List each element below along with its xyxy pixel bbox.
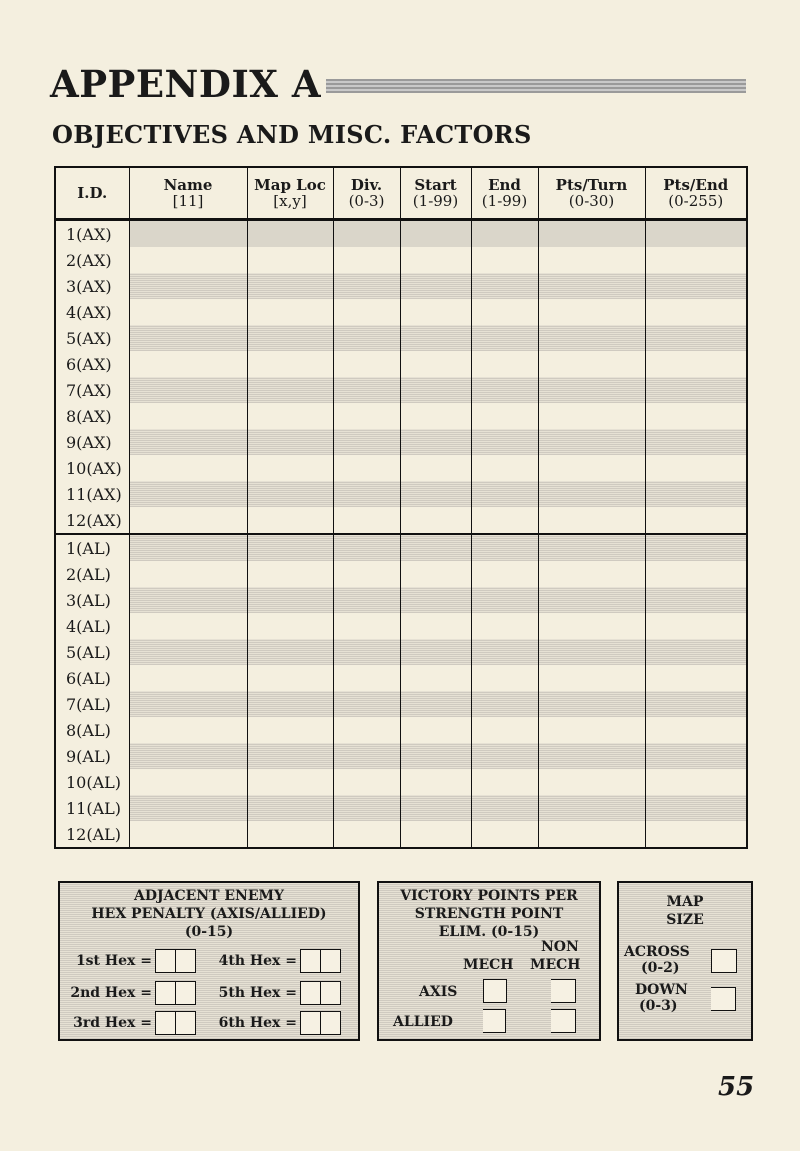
entry-cell[interactable] [129, 325, 247, 351]
column-name: Pts/End [663, 176, 729, 194]
entry-cell[interactable] [400, 403, 471, 429]
entry-cell[interactable] [129, 587, 247, 613]
entry-cell[interactable] [129, 299, 247, 325]
entry-cell[interactable] [400, 299, 471, 325]
table-row [55, 534, 747, 561]
entry-cell[interactable] [400, 325, 471, 351]
entry-cell[interactable] [471, 639, 538, 665]
row-id: 4(AX) [55, 299, 129, 325]
entry-cell[interactable] [645, 351, 747, 377]
entry-cell[interactable] [400, 743, 471, 769]
entry-cell[interactable] [538, 665, 645, 691]
row-id: 10(AL) [55, 769, 129, 795]
column-header [400, 167, 471, 220]
entry-cell[interactable] [471, 665, 538, 691]
across-input[interactable] [711, 949, 737, 973]
entry-cell[interactable] [247, 691, 333, 717]
entry-cell[interactable] [247, 325, 333, 351]
table-row [55, 429, 747, 455]
entry-cell[interactable] [400, 587, 471, 613]
allied-nonmech-input[interactable] [551, 1009, 576, 1033]
hex-axis-input[interactable] [300, 1011, 321, 1035]
table-row [55, 691, 747, 717]
entry-cell[interactable] [129, 220, 247, 248]
entry-cell[interactable] [471, 273, 538, 299]
row-id: 10(AX) [55, 455, 129, 481]
row-id: 3(AL) [55, 587, 129, 613]
column-range: (0-255) [668, 192, 724, 210]
entry-cell[interactable] [129, 717, 247, 743]
entry-cell[interactable] [400, 247, 471, 273]
entry-cell[interactable] [471, 220, 538, 248]
row-id: 12(AL) [55, 821, 129, 848]
entry-cell[interactable] [247, 273, 333, 299]
entry-cell[interactable] [129, 691, 247, 717]
entry-cell[interactable] [400, 769, 471, 795]
entry-cell[interactable] [333, 351, 400, 377]
entry-cell[interactable] [129, 639, 247, 665]
entry-cell[interactable] [471, 613, 538, 639]
column-header [645, 167, 747, 220]
entry-cell[interactable] [400, 507, 471, 534]
victory-title-2: STRENGTH POINT [414, 906, 564, 922]
entry-cell[interactable] [129, 481, 247, 507]
entry-cell[interactable] [538, 587, 645, 613]
row-id: 2(AL) [55, 561, 129, 587]
table-row [55, 455, 747, 481]
map-size-box [617, 881, 753, 1041]
hex-axis-input[interactable] [300, 949, 321, 973]
across-label: ACROSS [624, 944, 690, 960]
row-id: 3(AX) [55, 273, 129, 299]
entry-cell[interactable] [538, 769, 645, 795]
entry-cell[interactable] [645, 743, 747, 769]
entry-cell[interactable] [538, 455, 645, 481]
table-row [55, 665, 747, 691]
down-range: (0-3) [639, 998, 678, 1014]
entry-cell[interactable] [645, 299, 747, 325]
entry-cell[interactable] [400, 561, 471, 587]
entry-cell[interactable] [645, 220, 747, 248]
column-header [129, 167, 247, 220]
row-id: 11(AL) [55, 795, 129, 821]
entry-cell[interactable] [645, 665, 747, 691]
row-id: 1(AX) [55, 220, 129, 248]
entry-cell[interactable] [333, 429, 400, 455]
entry-cell[interactable] [645, 325, 747, 351]
mech-label: MECH [463, 957, 514, 973]
hex-penalty-title-3: (0-15) [184, 924, 234, 940]
hex-label: 1st Hex = [75, 953, 152, 969]
entry-cell[interactable] [400, 534, 471, 561]
column-range: (0-3) [348, 192, 385, 210]
entry-cell[interactable] [333, 821, 400, 848]
entry-cell[interactable] [645, 561, 747, 587]
entry-cell[interactable] [129, 377, 247, 403]
entry-cell[interactable] [538, 691, 645, 717]
table-row [55, 769, 747, 795]
entry-cell[interactable] [333, 691, 400, 717]
row-id: 9(AX) [55, 429, 129, 455]
hex-penalty-row [213, 949, 341, 973]
entry-cell[interactable] [129, 455, 247, 481]
column-header [471, 167, 538, 220]
table-row [55, 325, 747, 351]
entry-cell[interactable] [400, 821, 471, 848]
entry-cell[interactable] [538, 795, 645, 821]
column-name: Map Loc [254, 176, 326, 194]
entry-cell[interactable] [247, 639, 333, 665]
entry-cell[interactable] [129, 403, 247, 429]
table-body [55, 220, 747, 849]
entry-cell[interactable] [538, 507, 645, 534]
column-range: (0-30) [568, 192, 615, 210]
hex-label: 3rd Hex = [73, 1015, 152, 1031]
entry-cell[interactable] [333, 717, 400, 743]
column-range: [11] [172, 192, 204, 210]
hex-penalty-row [68, 981, 196, 1005]
table-row [55, 351, 747, 377]
entry-cell[interactable] [400, 691, 471, 717]
entry-cell[interactable] [645, 403, 747, 429]
entry-cell[interactable] [400, 429, 471, 455]
row-id: 8(AX) [55, 403, 129, 429]
column-name: Pts/Turn [555, 176, 628, 194]
entry-cell[interactable] [247, 403, 333, 429]
row-id: 6(AX) [55, 351, 129, 377]
entry-cell[interactable] [400, 717, 471, 743]
entry-cell[interactable] [129, 429, 247, 455]
hex-penalty-row [68, 949, 196, 973]
entry-cell[interactable] [400, 351, 471, 377]
table-row [55, 220, 747, 248]
column-header [538, 167, 645, 220]
hex-allied-input[interactable] [321, 1011, 341, 1035]
across-range: (0-2) [641, 960, 680, 976]
entry-cell[interactable] [247, 247, 333, 273]
entry-cell[interactable] [247, 795, 333, 821]
entry-cell[interactable] [645, 377, 747, 403]
victory-title-3: ELIM. (0-15) [438, 924, 540, 940]
hex-penalty-row [213, 1011, 341, 1035]
entry-cell[interactable] [247, 507, 333, 534]
entry-cell[interactable] [247, 534, 333, 561]
table-row [55, 795, 747, 821]
entry-cell[interactable] [333, 534, 400, 561]
entry-cell[interactable] [129, 534, 247, 561]
entry-cell[interactable] [538, 561, 645, 587]
column-header [247, 167, 333, 220]
entry-cell[interactable] [645, 821, 747, 848]
entry-cell[interactable] [129, 769, 247, 795]
hex-axis-input[interactable] [155, 949, 176, 973]
hex-penalty-row [213, 981, 341, 1005]
entry-cell[interactable] [471, 377, 538, 403]
entry-cell[interactable] [645, 455, 747, 481]
entry-cell[interactable] [538, 220, 645, 248]
column-range: [x,y] [273, 192, 307, 210]
entry-cell[interactable] [247, 769, 333, 795]
entry-cell[interactable] [645, 247, 747, 273]
table-row [55, 247, 747, 273]
map-title-1: MAP [666, 894, 704, 910]
entry-cell[interactable] [333, 613, 400, 639]
table-row [55, 639, 747, 665]
hex-axis-input[interactable] [300, 981, 321, 1005]
entry-cell[interactable] [333, 247, 400, 273]
entry-cell[interactable] [471, 247, 538, 273]
entry-cell[interactable] [645, 273, 747, 299]
entry-cell[interactable] [129, 507, 247, 534]
row-id: 2(AX) [55, 247, 129, 273]
entry-cell[interactable] [247, 220, 333, 248]
row-id: 8(AL) [55, 717, 129, 743]
entry-cell[interactable] [333, 587, 400, 613]
entry-cell[interactable] [247, 587, 333, 613]
entry-cell[interactable] [129, 743, 247, 769]
entry-cell[interactable] [538, 717, 645, 743]
column-name: End [488, 176, 521, 194]
table-row [55, 821, 747, 848]
row-id: 12(AX) [55, 507, 129, 534]
entry-cell[interactable] [247, 665, 333, 691]
table-header-row [55, 167, 747, 220]
entry-cell[interactable] [333, 273, 400, 299]
axis-mech-input[interactable] [483, 979, 507, 1003]
entry-cell[interactable] [400, 481, 471, 507]
hex-label: 2nd Hex = [70, 985, 152, 1001]
entry-cell[interactable] [247, 377, 333, 403]
hex-allied-input[interactable] [176, 1011, 196, 1035]
hex-allied-input[interactable] [321, 981, 341, 1005]
entry-cell[interactable] [333, 481, 400, 507]
entry-cell[interactable] [400, 455, 471, 481]
entry-cell[interactable] [247, 481, 333, 507]
entry-cell[interactable] [471, 769, 538, 795]
section-subtitle: OBJECTIVES AND MISC. FACTORS [52, 120, 532, 149]
entry-cell[interactable] [333, 769, 400, 795]
allied-mech-input[interactable] [483, 1009, 506, 1033]
entry-cell[interactable] [400, 613, 471, 639]
column-range: (1-99) [412, 192, 459, 210]
entry-cell[interactable] [645, 717, 747, 743]
victory-title-1: VICTORY POINTS PER [400, 888, 578, 904]
entry-cell[interactable] [538, 351, 645, 377]
entry-cell[interactable] [247, 613, 333, 639]
entry-cell[interactable] [538, 821, 645, 848]
entry-cell[interactable] [645, 587, 747, 613]
row-id: 9(AL) [55, 743, 129, 769]
entry-cell[interactable] [538, 481, 645, 507]
entry-cell[interactable] [247, 351, 333, 377]
title-rule [326, 79, 746, 93]
entry-cell[interactable] [333, 403, 400, 429]
entry-cell[interactable] [471, 481, 538, 507]
entry-cell[interactable] [645, 613, 747, 639]
entry-cell[interactable] [333, 639, 400, 665]
entry-cell[interactable] [333, 507, 400, 534]
entry-cell[interactable] [247, 299, 333, 325]
allied-label: ALLIED [393, 1014, 453, 1030]
table-row [55, 481, 747, 507]
entry-cell[interactable] [538, 613, 645, 639]
entry-cell[interactable] [538, 273, 645, 299]
row-id: 1(AL) [55, 534, 129, 561]
entry-cell[interactable] [645, 795, 747, 821]
entry-cell[interactable] [333, 325, 400, 351]
hex-label: 5th Hex = [218, 985, 297, 1001]
entry-cell[interactable] [471, 507, 538, 534]
entry-cell[interactable] [471, 795, 538, 821]
entry-cell[interactable] [333, 665, 400, 691]
table-row [55, 743, 747, 769]
entry-cell[interactable] [645, 769, 747, 795]
entry-cell[interactable] [129, 795, 247, 821]
hex-allied-input[interactable] [321, 949, 341, 973]
entry-cell[interactable] [538, 377, 645, 403]
entry-cell[interactable] [471, 821, 538, 848]
entry-cell[interactable] [247, 455, 333, 481]
entry-cell[interactable] [471, 691, 538, 717]
axis-nonmech-input[interactable] [551, 979, 576, 1003]
column-range: (1-99) [481, 192, 528, 210]
entry-cell[interactable] [538, 325, 645, 351]
hex-penalty-title-2: HEX PENALTY (AXIS/ALLIED) [91, 906, 327, 922]
row-id: 7(AX) [55, 377, 129, 403]
entry-cell[interactable] [538, 299, 645, 325]
table-row [55, 587, 747, 613]
entry-cell[interactable] [400, 273, 471, 299]
entry-cell[interactable] [471, 429, 538, 455]
page-number: 55 [718, 1072, 755, 1102]
entry-cell[interactable] [538, 403, 645, 429]
entry-cell[interactable] [333, 795, 400, 821]
table-row [55, 377, 747, 403]
down-label: DOWN [635, 982, 688, 998]
table-row [55, 403, 747, 429]
hex-allied-input[interactable] [176, 981, 196, 1005]
entry-cell[interactable] [400, 220, 471, 248]
appendix-title: APPENDIX A [50, 62, 322, 106]
entry-cell[interactable] [333, 377, 400, 403]
row-id: 5(AX) [55, 325, 129, 351]
table-row [55, 717, 747, 743]
hex-axis-input[interactable] [155, 1011, 176, 1035]
entry-cell[interactable] [400, 795, 471, 821]
nonmech-label: MECH [530, 957, 581, 973]
entry-cell[interactable] [471, 325, 538, 351]
entry-cell[interactable] [400, 377, 471, 403]
map-title-2: SIZE [666, 912, 704, 928]
entry-cell[interactable] [333, 561, 400, 587]
entry-cell[interactable] [471, 717, 538, 743]
entry-cell[interactable] [129, 351, 247, 377]
entry-cell[interactable] [129, 273, 247, 299]
entry-cell[interactable] [471, 403, 538, 429]
column-name: I.D. [77, 184, 108, 202]
column-name: Div. [350, 176, 383, 194]
entry-cell[interactable] [247, 821, 333, 848]
hex-label: 6th Hex = [218, 1015, 297, 1031]
hex-penalty-title-1: ADJACENT ENEMY [133, 888, 285, 904]
entry-cell[interactable] [538, 429, 645, 455]
entry-cell[interactable] [538, 743, 645, 769]
entry-cell[interactable] [129, 561, 247, 587]
axis-label: AXIS [419, 984, 458, 1000]
entry-cell[interactable] [471, 534, 538, 561]
row-id: 7(AL) [55, 691, 129, 717]
row-id: 11(AX) [55, 481, 129, 507]
column-header [55, 167, 129, 220]
table-row [55, 299, 747, 325]
entry-cell[interactable] [538, 247, 645, 273]
entry-cell[interactable] [400, 665, 471, 691]
entry-cell[interactable] [129, 613, 247, 639]
objectives-table [54, 166, 748, 849]
entry-cell[interactable] [645, 534, 747, 561]
entry-cell[interactable] [333, 299, 400, 325]
entry-cell[interactable] [247, 717, 333, 743]
entry-cell[interactable] [538, 534, 645, 561]
hex-penalty-row [68, 1011, 196, 1035]
table-row [55, 613, 747, 639]
table-row [55, 561, 747, 587]
entry-cell[interactable] [247, 561, 333, 587]
non-label: NON [541, 939, 579, 955]
hex-allied-input[interactable] [176, 949, 196, 973]
entry-cell[interactable] [471, 587, 538, 613]
row-id: 5(AL) [55, 639, 129, 665]
entry-cell[interactable] [129, 665, 247, 691]
hex-axis-input[interactable] [155, 981, 176, 1005]
entry-cell[interactable] [400, 639, 471, 665]
entry-cell[interactable] [471, 455, 538, 481]
entry-cell[interactable] [129, 821, 247, 848]
entry-cell[interactable] [645, 429, 747, 455]
entry-cell[interactable] [471, 561, 538, 587]
entry-cell[interactable] [471, 299, 538, 325]
entry-cell[interactable] [471, 351, 538, 377]
row-id: 6(AL) [55, 665, 129, 691]
column-name: Start [414, 176, 457, 194]
table-row [55, 507, 747, 534]
victory-points-box [377, 881, 601, 1041]
entry-cell[interactable] [645, 639, 747, 665]
entry-cell[interactable] [538, 639, 645, 665]
column-header [333, 167, 400, 220]
row-id: 4(AL) [55, 613, 129, 639]
entry-cell[interactable] [645, 691, 747, 717]
entry-cell[interactable] [247, 429, 333, 455]
entry-cell[interactable] [333, 455, 400, 481]
entry-cell[interactable] [129, 247, 247, 273]
entry-cell[interactable] [471, 743, 538, 769]
hex-label: 4th Hex = [218, 953, 297, 969]
table-row [55, 273, 747, 299]
entry-cell[interactable] [645, 481, 747, 507]
entry-cell[interactable] [333, 220, 400, 248]
entry-cell[interactable] [247, 743, 333, 769]
column-name: Name [163, 176, 213, 194]
entry-cell[interactable] [645, 507, 747, 534]
entry-cell[interactable] [333, 743, 400, 769]
down-input[interactable] [711, 987, 736, 1011]
hex-penalty-box [58, 881, 360, 1041]
